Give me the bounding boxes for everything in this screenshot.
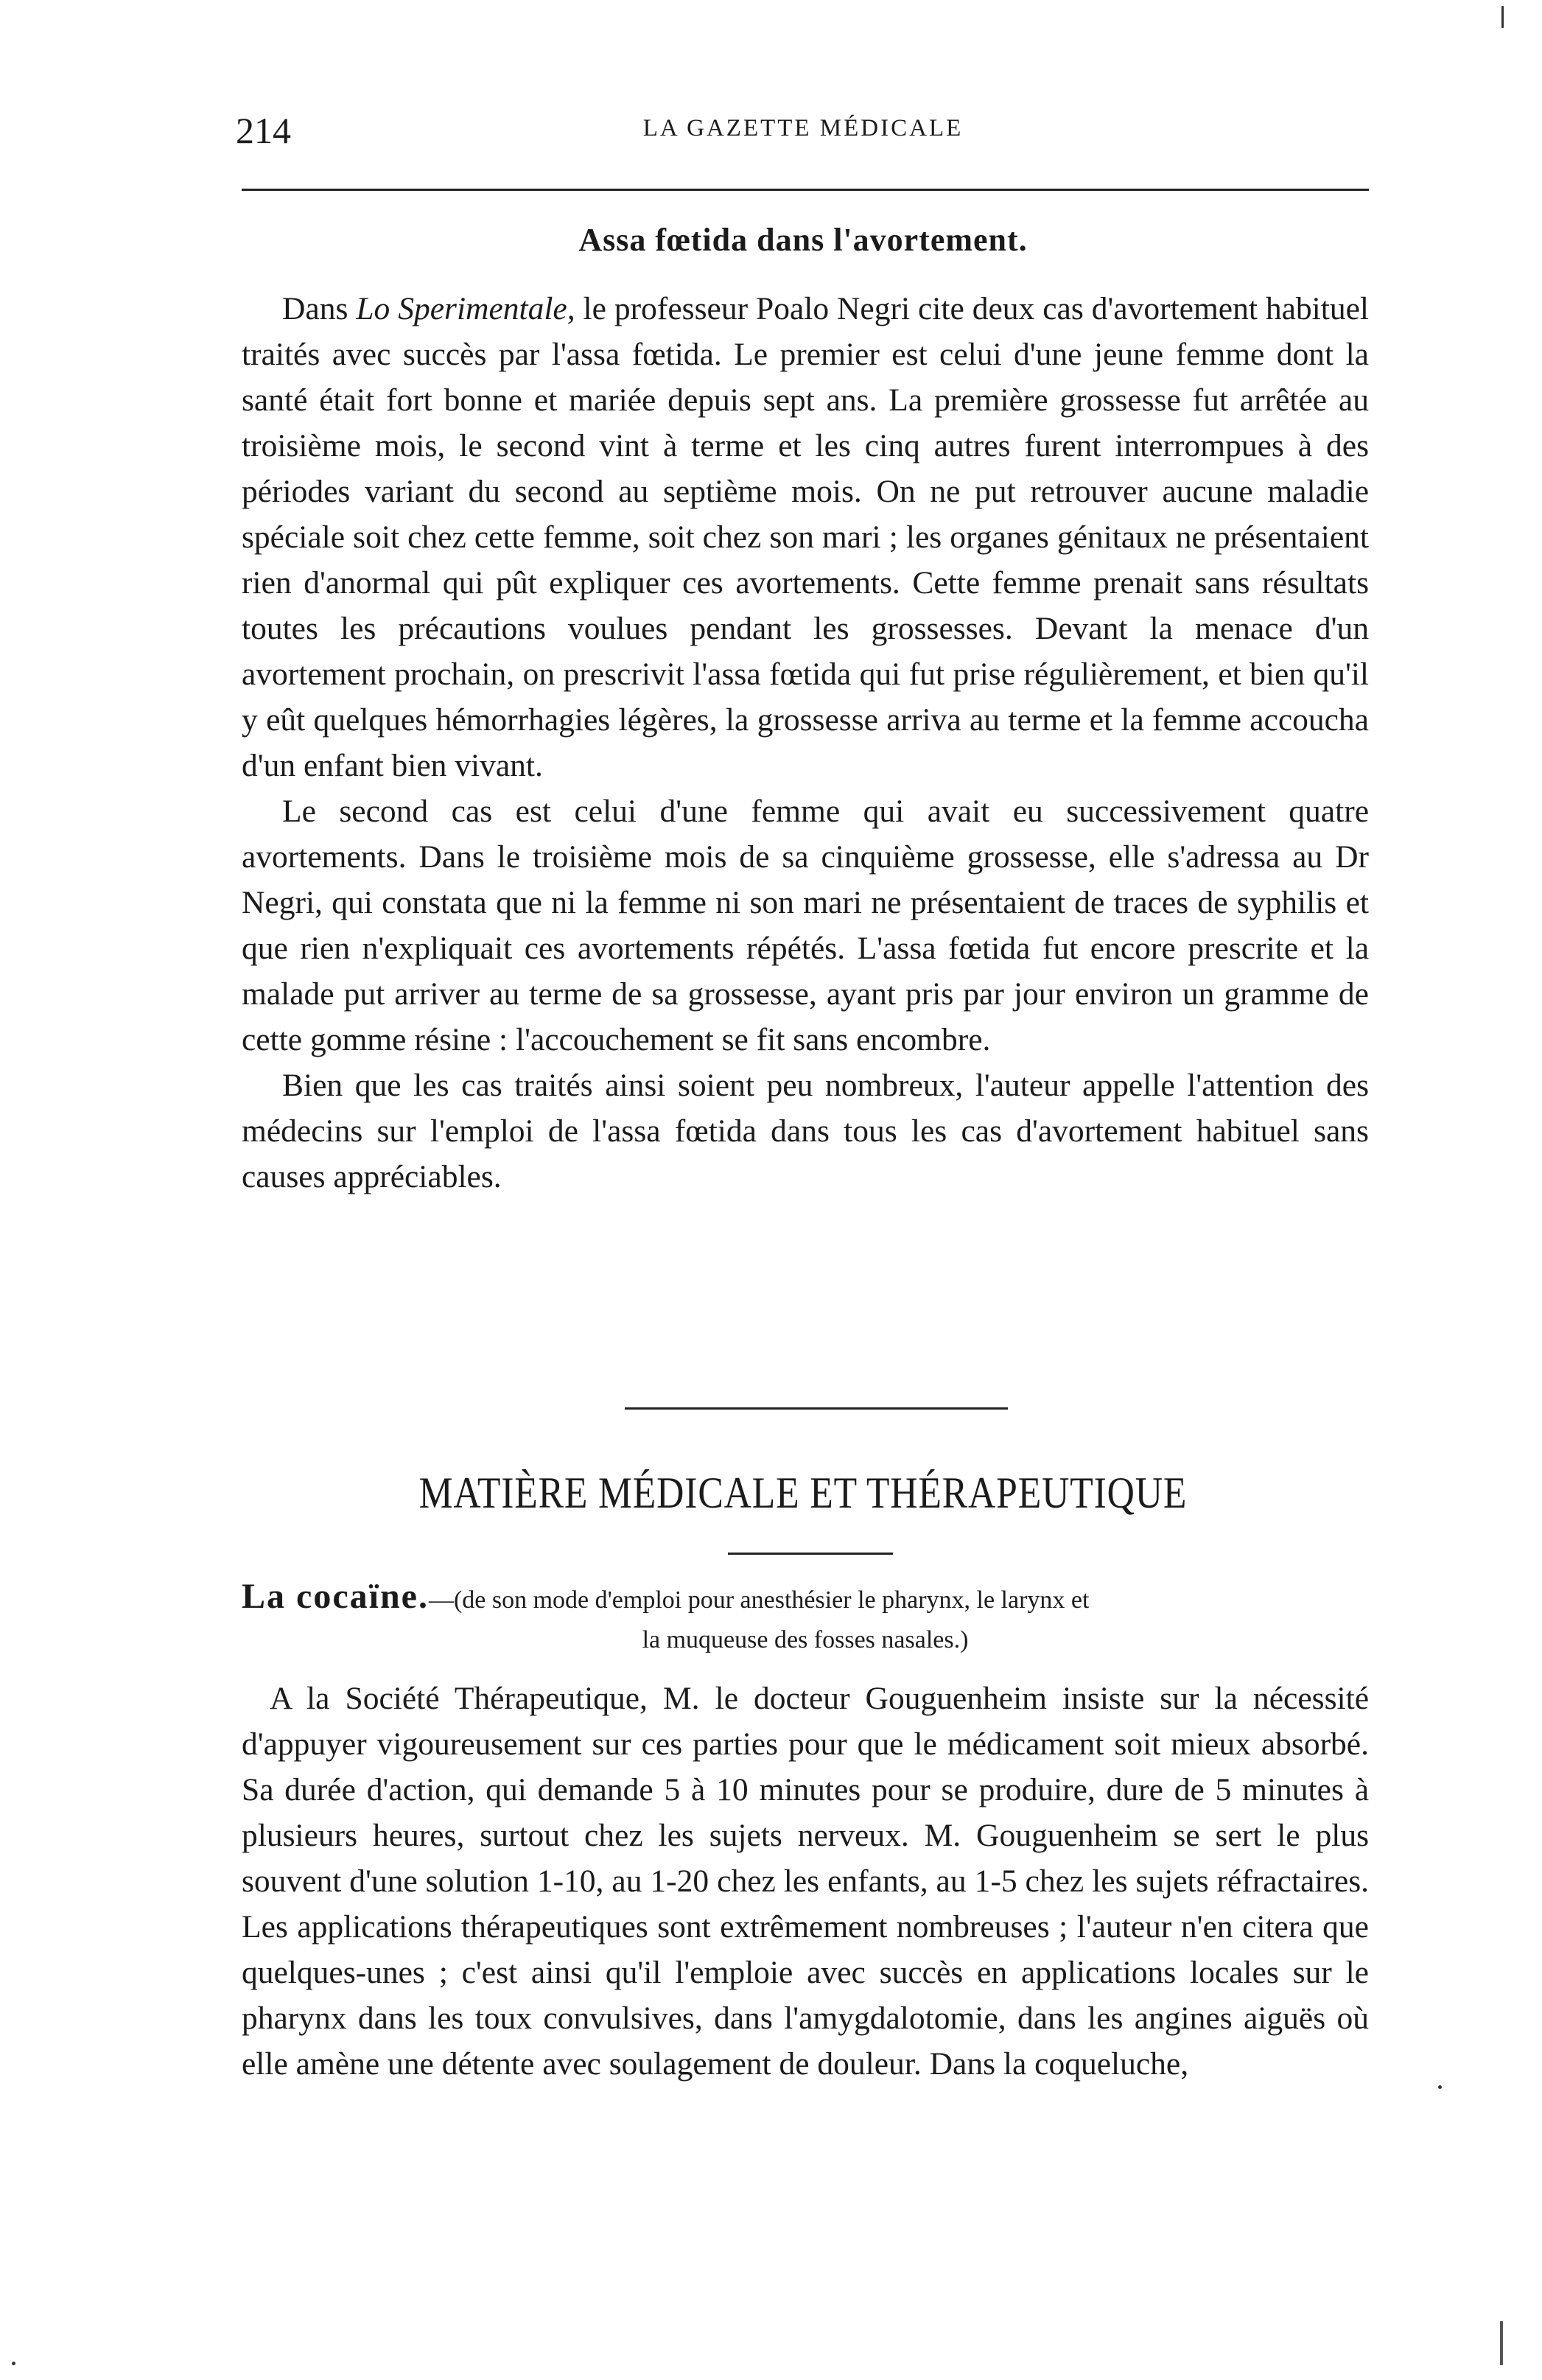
article-paragraph-2: Le second cas est celui d'une femme qui avait eu successivement quatre avortements. Dans le troisième mois de sa cinquième grossesse, elle s'adressa au Dr Negri, qui constata que ni la femme ni son mari ne présentaient de traces de syphilis et que rien n'expliquait ces avortements répétés. L'assa fœtida fut encore prescrite et la malade put arriver au terme de sa grossesse, ayant pris par jour environ un gramme de cette gomme résine : l'accouchement se fit sans encombre. xyxy=(242,794,1369,1057)
section-divider xyxy=(625,1407,1008,1410)
subsection-subtitle-2: la muqueuse des fosses nasales.) xyxy=(642,1626,969,1653)
subsection-paragraph-1: A la Société Thérapeutique, M. le docteur Gouguenheim insiste sur la nécessité d'appuyer vigoureusement sur ces parties pour que le médicament soit mieux absorbé. Sa durée d'action, qui demande 5 à 10 minutes pour se produire, dure de 5 minutes à plusieurs heures, surtout chez les sujets nerveux. M. Gouguenheim se sert le plus souvent d'une solution 1-10, au 1-20 chez les enfants, au 1-5 chez les sujets réfractaires. Les applications thérapeutiques sont extrêmement nombreuses ; l'auteur n'en citera que quelques-unes ; c'est ainsi qu'il l'emploie avec succès en applications locales sur le pharynx dans les toux convulsives, dans l'amygdalotomie, dans les angines aiguës où elle amène une détente avec soulagement de douleur. Dans la coqueluche, xyxy=(242,1681,1369,2082)
scan-speck-2 xyxy=(12,2362,15,2365)
section-heading: MATIÈRE MÉDICALE ET THÉRAPEUTIQUE xyxy=(418,1469,1188,1517)
article-paragraph-1 xyxy=(242,286,1369,788)
section-heading-rule xyxy=(728,1553,893,1555)
subsection-heading-line-1 xyxy=(242,1575,1369,1622)
article-title: Assa fœtida dans l'avortement. xyxy=(578,222,1028,258)
running-title: LA GAZETTE MÉDICALE xyxy=(642,115,964,141)
scan-speck xyxy=(1438,2085,1442,2089)
header-rule xyxy=(242,189,1369,191)
p1-text: le professeur Poalo Negri cite deux cas d'avortement habituel traités avec succès par l'assa fœtida. Le premier est celui d'une jeune femme dont la santé était fort bonne et mariée depuis sept ans. La première grossesse fut arrêtée au troisième mois, le second vint à terme et les cinq autres furent interrompues à des périodes variant du second au septième mois. On ne put retrouver aucune maladie spéciale soit chez cette femme, soit chez son mari ; les organes génitaux ne présentaient rien d'anormal qui pût expliquer ces avortements. Cette femme prenait sans résultats toutes les précautions voulues pendant les grossesses. Devant la menace d'un avortement prochain, on prescrivit l'assa fœtida qui fut prise régulièrement, et bien qu'il y eût quelques hémorrhagies légères, la grossesse arriva au terme et la femme accoucha d'un enfant bien vivant. xyxy=(242,291,1369,783)
article-body xyxy=(242,286,1369,1200)
subsection-title: La cocaïne. xyxy=(242,1577,429,1616)
p1-intro: Dans xyxy=(282,291,357,326)
scan-edge-mark xyxy=(1500,2321,1503,2365)
page-number: 214 xyxy=(236,110,291,151)
page-header xyxy=(236,109,1370,161)
subsection-heading xyxy=(242,1575,1369,1659)
article-paragraph-3: Bien que les cas traités ainsi soient peu nombreux, l'auteur appelle l'attention des médecins sur l'emploi de l'assa fœtida dans tous les cas d'avortement habituel sans causes appréciables. xyxy=(242,1068,1369,1194)
subsection-body xyxy=(242,1676,1369,2087)
subsection-subtitle-1: —(de son mode d'emploi pour anesthésier le pharynx, le larynx et xyxy=(428,1586,1090,1614)
journal-name: Lo Sperimentale, xyxy=(356,291,575,326)
scan-mark xyxy=(1501,6,1504,28)
